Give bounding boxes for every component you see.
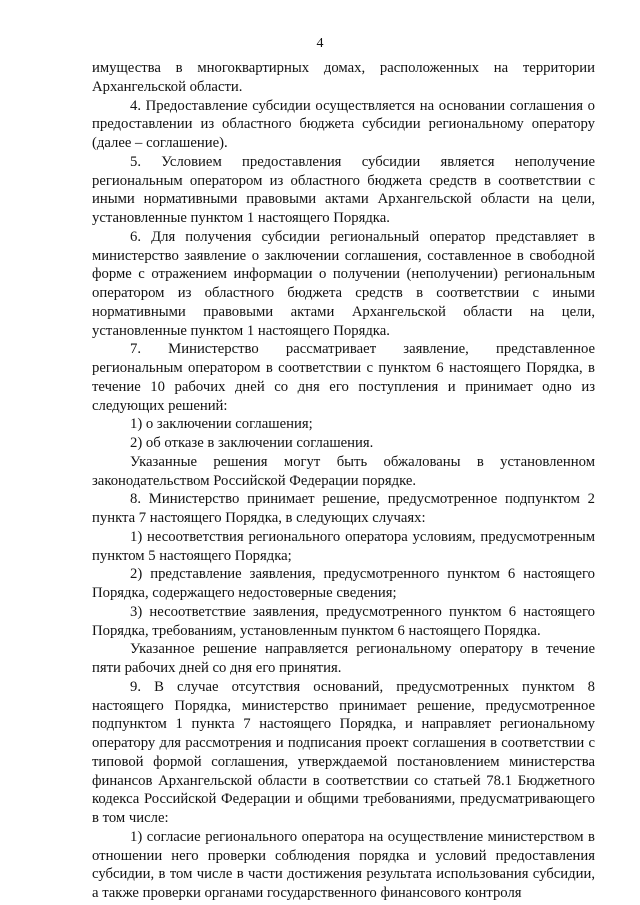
document-body bbox=[92, 59, 595, 903]
paragraph-item-7-sub-2: 2) об отказе в заключении соглашения. bbox=[130, 435, 374, 451]
paragraph-item-8-sub-3: 3) несоответствие заявления, предусмотренного пунктом 6 настоящего Порядка, требованиям, установленным пунктом 6 настоящего Порядка. bbox=[92, 603, 595, 639]
paragraph-item-4: 4. Предоставление субсидии осуществляется на основании соглашения о предоставлении из областного бюджета субсидии региональному оператору (далее – соглашение). bbox=[92, 97, 595, 151]
paragraph-item-9-sub-1: 1) согласие регионального оператора на осуществление министерством в отношении него проверки соблюдения порядка и условий предоставления субсидии, в том числе в части достижения результата использования субсидии, а также проверки органами государственного финансового контроля bbox=[92, 828, 595, 901]
paragraph-item-9: 9. В случае отсутствия оснований, предусмотренных пунктом 8 настоящего Порядка, министерство принимает решение, предусмотренное подпунктом 1 пункта 7 настоящего Порядка, и направляет региональному оператору для рассмотрения и подписания проект соглашения в соответствии с типовой формой соглашения, утверждаемой постановлением министерства финансов Архангельской области в соответствии со статьей 78.1 Бюджетного кодекса Российской Федерации и общими требованиями, предусматривающего в том числе: bbox=[92, 678, 595, 826]
page-number: 4 bbox=[316, 36, 324, 51]
paragraph-item-8: 8. Министерство принимает решение, предусмотренное подпунктом 2 пункта 7 настоящего Порядка, в следующих случаях: bbox=[92, 491, 595, 526]
paragraph-appeal-note: Указанные решения могут быть обжалованы в установленном законодательством Российской Федерации порядке. bbox=[92, 453, 595, 489]
paragraph-decision-note: Указанное решение направляется региональному оператору в течение пяти рабочих дней со дня его принятия. bbox=[92, 641, 595, 676]
paragraph-item-6: 6. Для получения субсидии региональный оператор представляет в министерство заявление о заключении соглашения, составленное в свободной форме с отражением информации о получении (неполучении) региональным оператором из областного бюджета средств в соответствии с иными нормативными правовыми актами Архангельской области на цели, установленные пунктом 1 настоящего Порядка. bbox=[92, 228, 595, 339]
paragraph-item-8-sub-1: 1) несоответствия регионального оператора условиям, предусмотренным пунктом 5 настоящего Порядка; bbox=[92, 528, 595, 564]
paragraph-item-7-sub-1: 1) о заключении соглашения; bbox=[130, 416, 313, 433]
paragraph-item-7: 7. Министерство рассматривает заявление, представленное региональным оператором в соответствии с пунктом 6 настоящего Порядка, в течение 10 рабочих дней со дня его поступления и принимает одно из следующих решений: bbox=[92, 341, 595, 414]
paragraph-continuation: имущества в многоквартирных домах, расположенных на территории Архангельской области. bbox=[92, 60, 595, 95]
paragraph-item-5: 5. Условием предоставления субсидии является неполучение региональным оператором из областного бюджета средств в соответствии с иными нормативными правовыми актами Архангельской области на цели, установленные пунктом 1 настоящего Порядка. bbox=[92, 153, 595, 226]
paragraph-item-8-sub-2: 2) представление заявления, предусмотренного пунктом 6 настоящего Порядка, содержащего недостоверные сведения; bbox=[92, 566, 595, 601]
